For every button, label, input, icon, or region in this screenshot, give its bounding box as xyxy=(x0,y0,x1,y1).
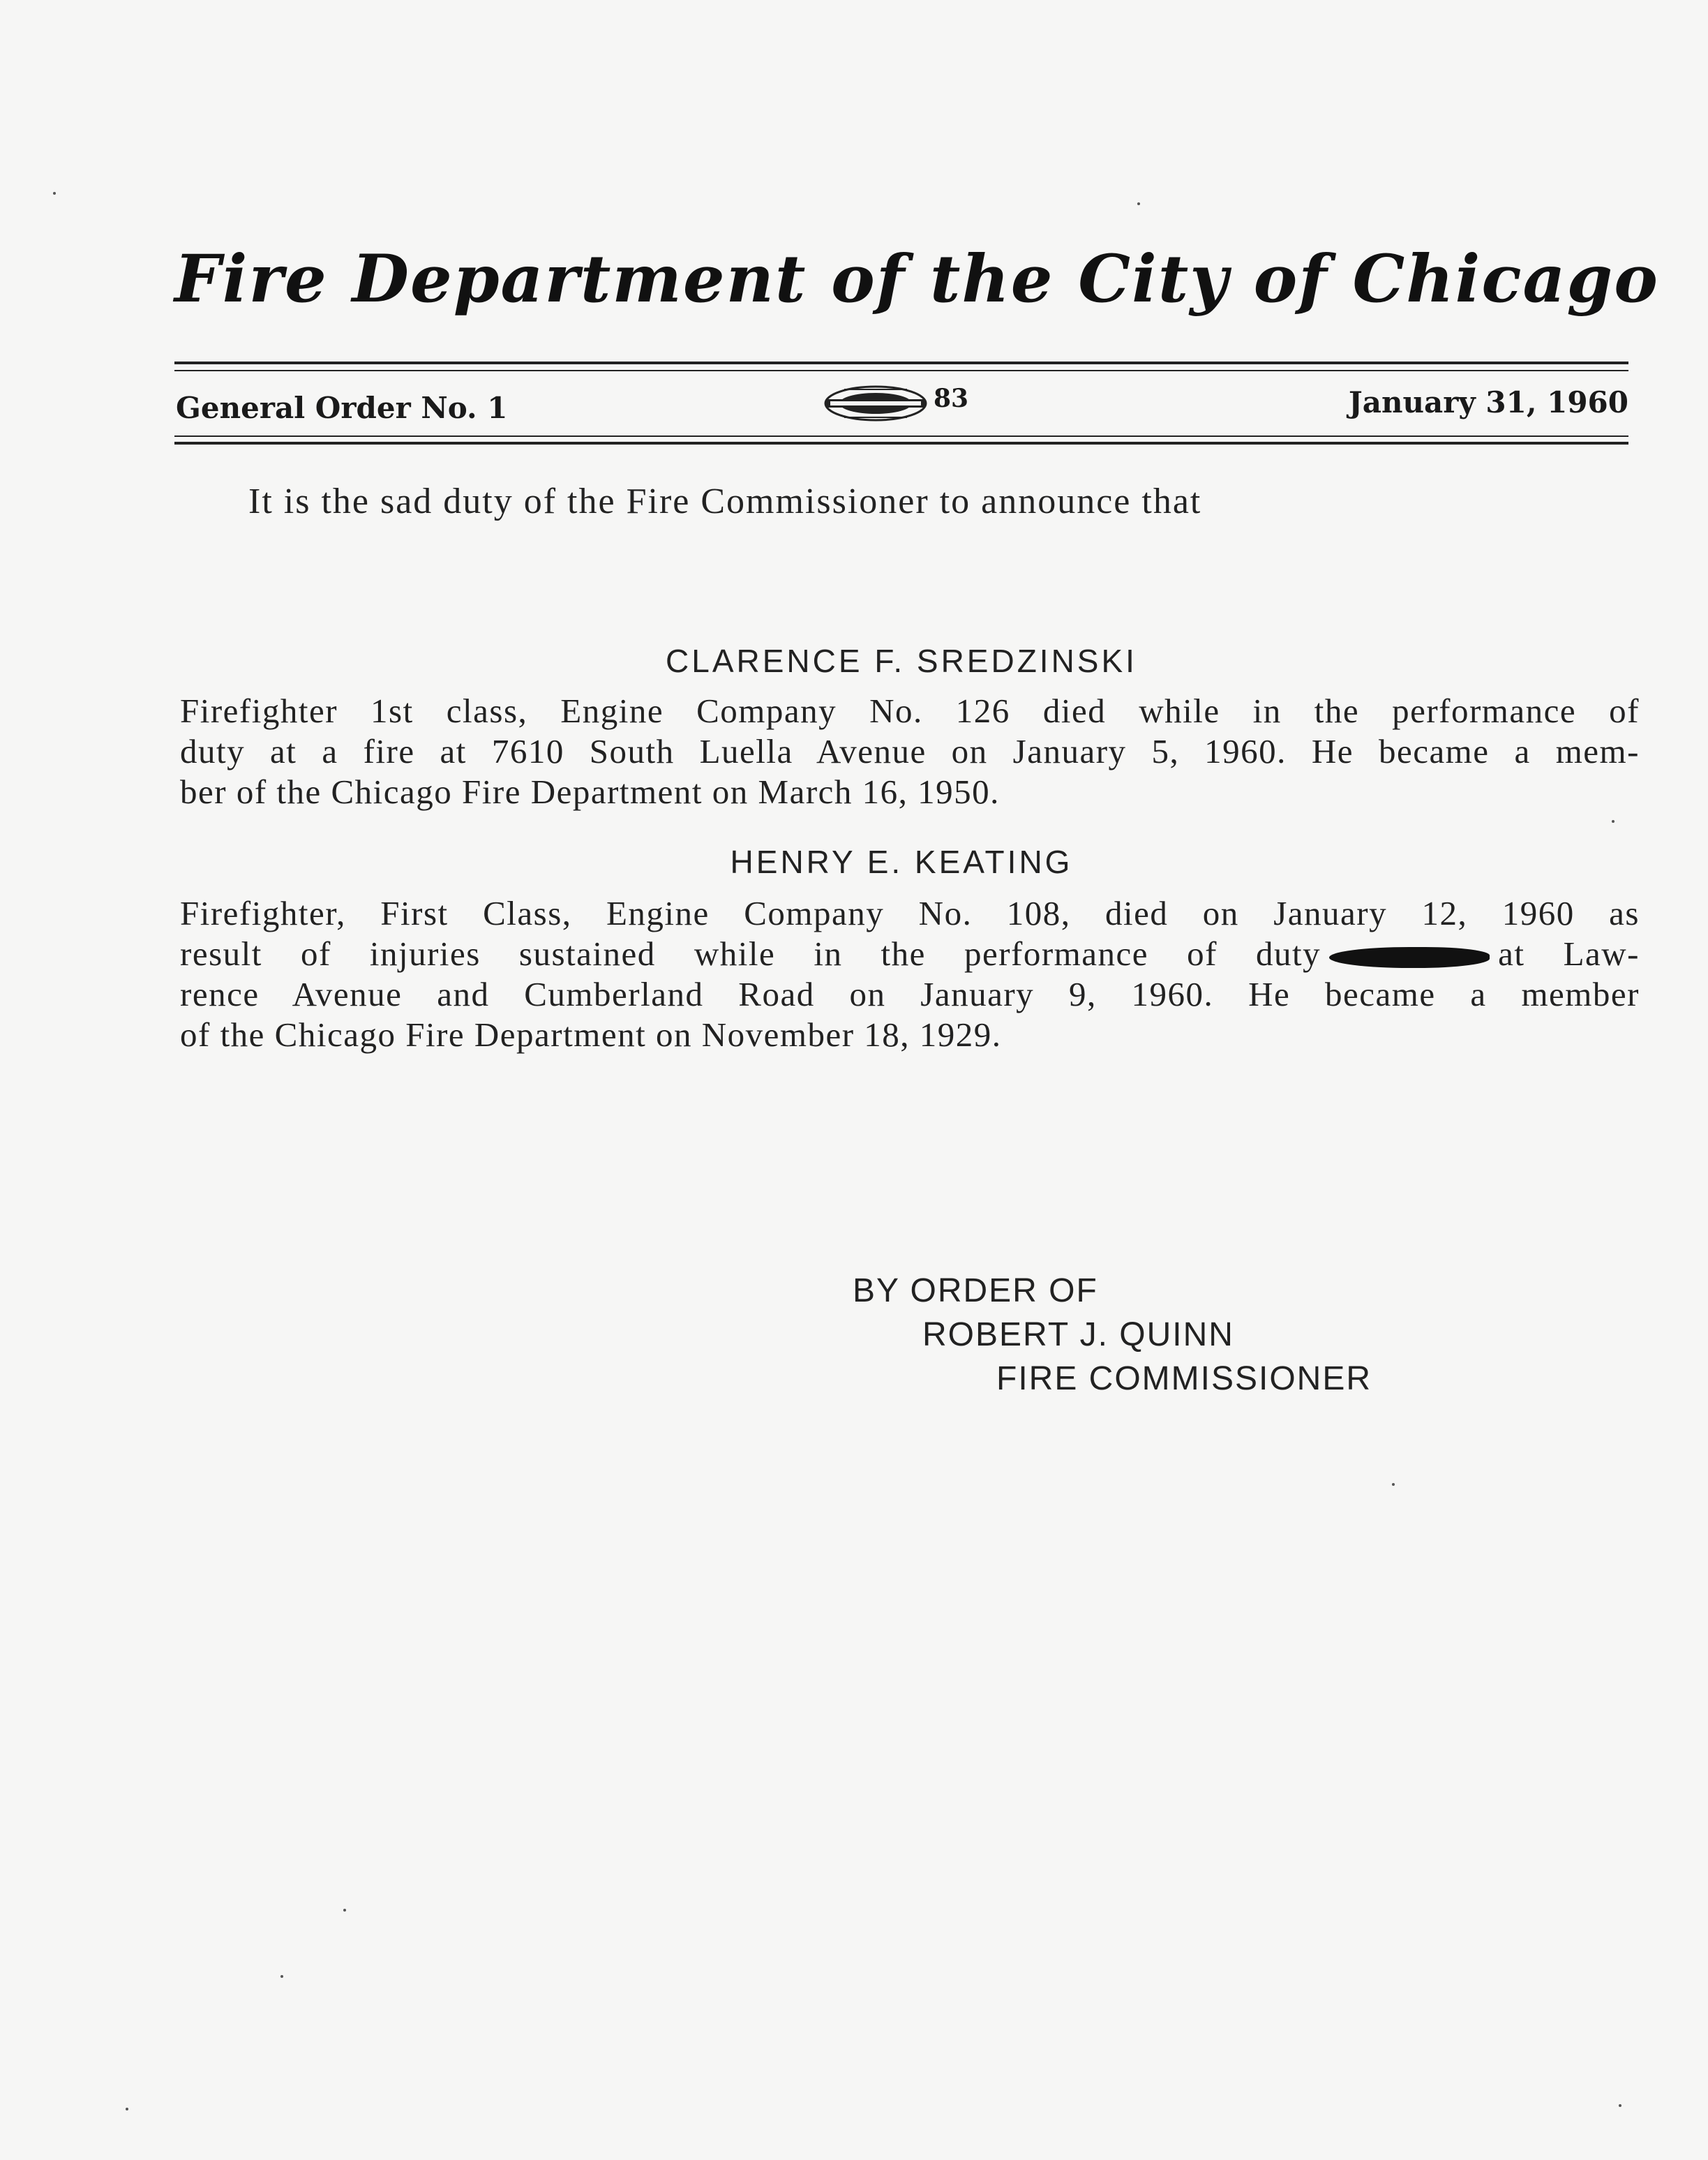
scan-speck xyxy=(343,1909,346,1912)
scan-speck xyxy=(280,1975,283,1978)
honoree-paragraph-2 xyxy=(180,893,1640,1055)
union-bug-icon xyxy=(823,384,928,423)
paragraph-line: ber of the Chicago Fire Department on March 16, 1950. xyxy=(180,773,1000,811)
top-rule xyxy=(174,362,1628,364)
honoree-paragraph-1 xyxy=(180,691,1640,812)
scan-speck xyxy=(1619,2104,1621,2107)
masthead-title: Fire Department of the City of Chicago xyxy=(174,241,1659,318)
paragraph-line: Firefighter 1st class, Engine Company No. 126 died while in the performance of xyxy=(180,692,1640,730)
scan-speck xyxy=(1612,820,1615,823)
scan-speck xyxy=(1137,202,1140,205)
intro-sentence: It is the sad duty of the Fire Commissioner to announce that xyxy=(248,482,1202,521)
scan-speck xyxy=(126,2108,128,2110)
scan-speck xyxy=(1392,1483,1395,1486)
signature-title: FIRE COMMISSIONER xyxy=(996,1360,1372,1397)
paragraph-line-part: result of injuries sustained while in the performance of duty xyxy=(180,934,1321,973)
honoree-name-2: HENRY E. KEATING xyxy=(730,844,1073,880)
paragraph-line-part: at Law- xyxy=(1498,934,1640,973)
paragraph-line: duty at a fire at 7610 South Luella Avenue on January 5, 1960. He became a mem- xyxy=(180,732,1640,770)
union-label-number: 83 xyxy=(934,384,969,413)
redaction-mark xyxy=(1329,947,1490,968)
order-info-row xyxy=(174,384,1628,433)
honoree-name-1: CLARENCE F. SREDZINSKI xyxy=(666,643,1137,679)
signature-by-order: BY ORDER OF xyxy=(853,1272,1098,1309)
union-label xyxy=(823,384,969,427)
signature-name: ROBERT J. QUINN xyxy=(922,1316,1234,1353)
bottom-rule-thin xyxy=(174,435,1628,437)
paragraph-line-with-redaction xyxy=(180,934,1640,974)
paragraph-line: rence Avenue and Cumberland Road on January 9, 1960. He became a member xyxy=(180,975,1640,1013)
order-date: January 31, 1960 xyxy=(1348,385,1628,419)
order-number: General Order No. 1 xyxy=(176,391,508,425)
bottom-rule xyxy=(174,442,1628,445)
top-rule-thin xyxy=(174,370,1628,371)
paragraph-line: Firefighter, First Class, Engine Company No. 108, died on January 12, 1960 as xyxy=(180,894,1640,932)
paragraph-line: of the Chicago Fire Department on November 18, 1929. xyxy=(180,1015,1002,1054)
scan-speck xyxy=(53,192,56,195)
